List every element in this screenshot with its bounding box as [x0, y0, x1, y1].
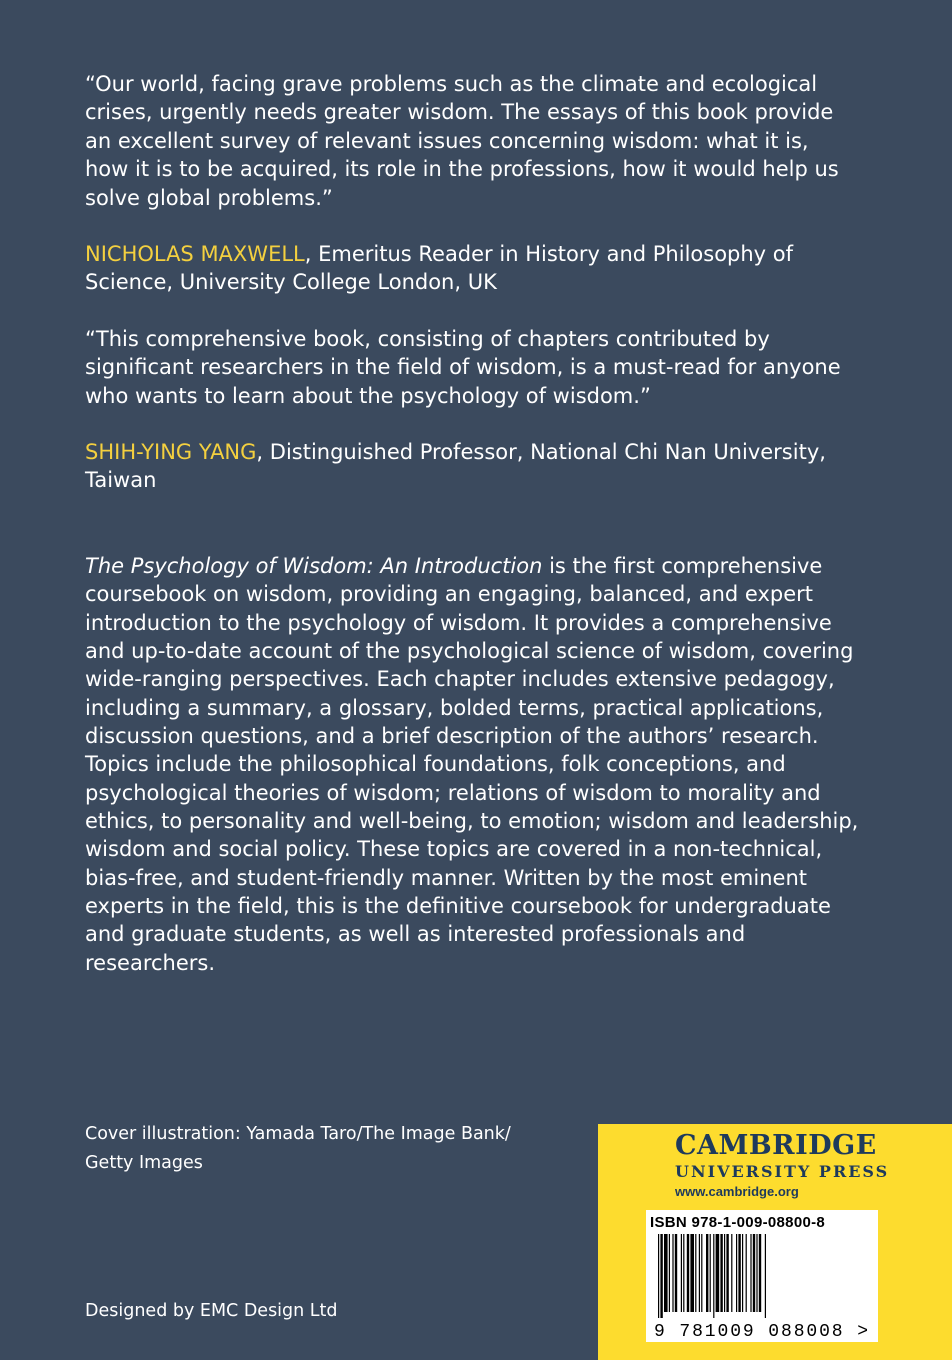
publisher-url: www.cambridge.org	[675, 1184, 799, 1199]
barcode-bar	[706, 1234, 708, 1312]
barcode-bar	[753, 1234, 755, 1312]
endorser-name-1: NICHOLAS MAXWELL	[85, 242, 305, 266]
barcode-bar	[713, 1234, 714, 1318]
endorser-name-2: SHIH-YING YANG	[85, 440, 257, 464]
barcode-bar	[660, 1234, 662, 1318]
barcode-bar	[746, 1234, 747, 1312]
barcode	[646, 1234, 878, 1342]
designer-credit: Designed by EMC Design Ltd	[85, 1301, 338, 1321]
barcode-bar	[765, 1234, 766, 1318]
barcode-bar	[681, 1234, 682, 1312]
endorsement-quote-1: “Our world, facing grave problems such as the climate and ecological crises, urgently needs greater wisdom. The essays of this book provide an excellent survey of relevant issues concerning wisdom: what it is, how it is to be acquired, its role in the professions, how it would help us solve global problems.”	[85, 72, 839, 210]
barcode-bar	[672, 1234, 673, 1312]
endorser-affiliation-1: , Emeritus Reader in History and Philosophy of Science, University College London, UK	[85, 242, 794, 295]
barcode-bar	[690, 1234, 694, 1312]
endorsement-attribution-2	[85, 438, 845, 495]
book-title: The Psychology of Wisdom: An Introduction	[85, 554, 543, 578]
barcode-bar	[701, 1234, 702, 1312]
barcode-bar	[731, 1234, 732, 1312]
barcode-bar	[664, 1234, 668, 1312]
barcode-bar	[658, 1234, 659, 1318]
barcode-box	[646, 1210, 878, 1342]
isbn-label: ISBN 978-1-009-08800-8	[650, 1214, 826, 1231]
barcode-bar	[687, 1234, 689, 1312]
barcode-bar	[699, 1234, 700, 1312]
barcode-bar	[759, 1234, 761, 1312]
barcode-bar	[736, 1234, 737, 1312]
barcode-bar	[669, 1234, 670, 1312]
barcode-digits: 9 781009 088008 >	[654, 1322, 868, 1342]
barcode-bar	[742, 1234, 743, 1312]
barcode-bar	[756, 1234, 757, 1312]
publisher-name: CAMBRIDGE	[675, 1130, 877, 1161]
barcode-bar	[724, 1234, 725, 1312]
endorsement-attribution-1	[85, 240, 845, 297]
barcode-bars	[658, 1234, 766, 1318]
barcode-bar	[750, 1234, 751, 1312]
publisher-panel	[598, 1124, 952, 1360]
barcode-bar	[720, 1234, 722, 1312]
barcode-bar	[738, 1234, 740, 1312]
barcode-bar	[710, 1234, 711, 1312]
description-text: is the first comprehensive coursebook on wisdom, providing an engaging, balanced, and expert introduction to the psychology of wisdom. It provides a comprehensive and up-to-date account of the psychological science of wisdom, covering wide-ranging perspectives. Each chapter includes extensive pedagogy, including a summary, a glossary, bolded terms, practical applications, discussion questions, and a brief description of the authors’ research. Topics include the philosophical foundations, folk conceptions, and psychological theories of wisdom; relations of wisdom to morality and ethics, to personality and well-being, to emotion; wisdom and leadership, wisdom and social policy. These topics are covered in a non-technical, bias-free, and student-friendly manner. Written by the most eminent experts in the field, this is the definitive coursebook for undergraduate and graduate students, as well as interested professionals and researchers.	[85, 554, 859, 975]
endorsement-quote-2: “This comprehensive book, consisting of chapters contributed by significant researchers in the field of wisdom, is a must-read for anyone who wants to learn about the psychology of wisdom.”	[85, 327, 841, 408]
barcode-bar	[726, 1234, 728, 1312]
cover-credit: Cover illustration: Yamada Taro/The Image Bank/ Getty Images	[85, 1124, 511, 1173]
barcode-bar	[683, 1234, 684, 1312]
book-description	[85, 552, 865, 977]
barcode-bar	[716, 1234, 720, 1312]
barcode-bar	[695, 1234, 696, 1312]
endorser-affiliation-2: , Distinguished Professor, National Chi Nan University, Taiwan	[85, 440, 826, 493]
publisher-subname: UNIVERSITY PRESS	[675, 1162, 890, 1181]
barcode-bar	[675, 1234, 677, 1312]
